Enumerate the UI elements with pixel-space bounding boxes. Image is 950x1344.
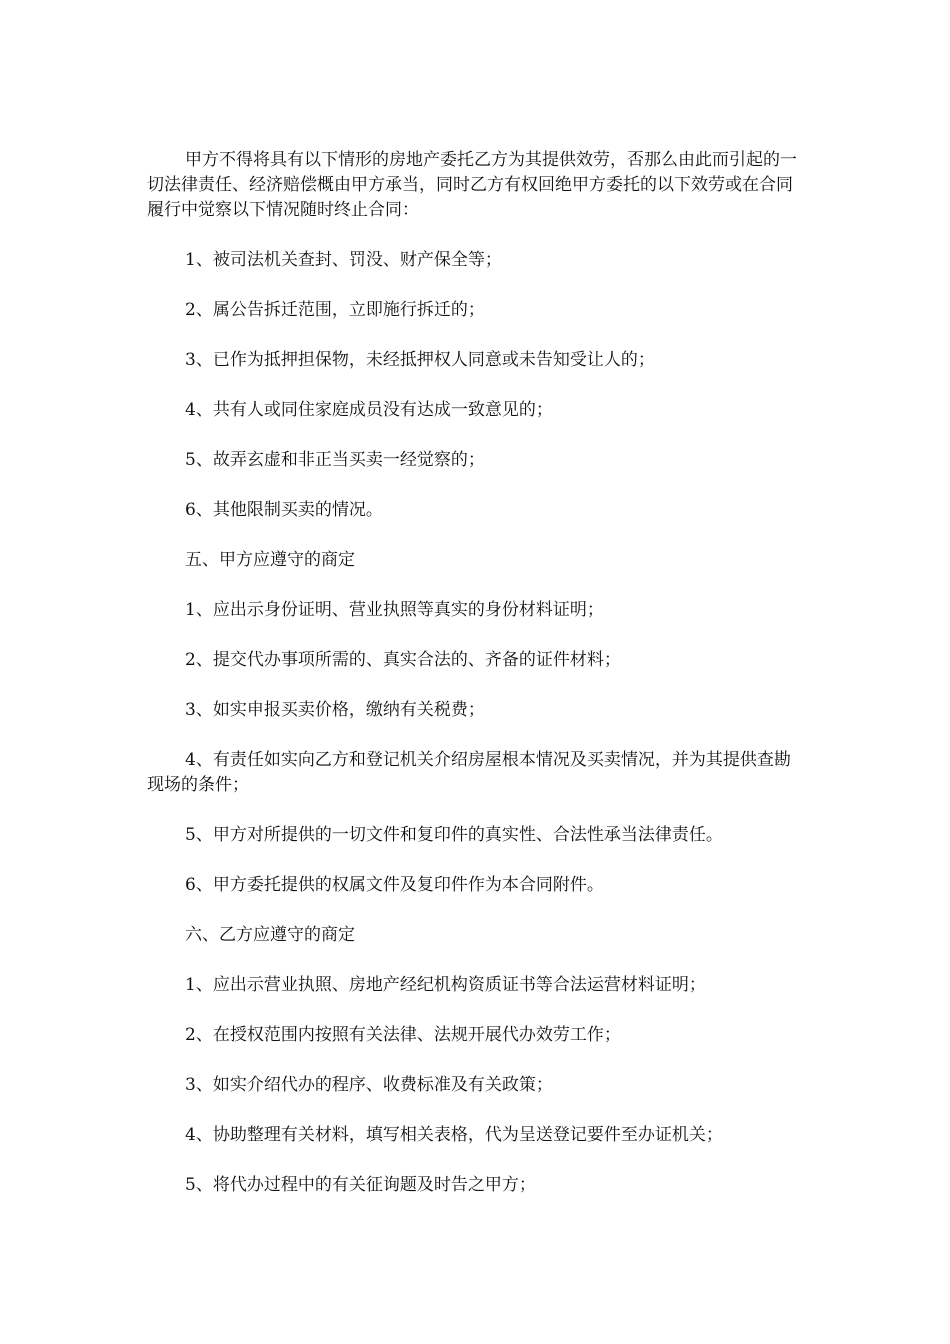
section-5-item-2: 2、提交代办事项所需的、真实合法的、齐备的证件材料； [185, 650, 621, 670]
restriction-item-5: 5、故弄玄虚和非正当买卖一经觉察的； [185, 450, 485, 470]
restriction-item-2: 2、属公告拆迁范围，立即施行拆迁的； [185, 300, 485, 320]
restriction-item-4: 4、共有人或同住家庭成员没有达成一致意见的； [185, 400, 553, 420]
section-5-item-6: 6、甲方委托提供的权属文件及复印件作为本合同附件。 [185, 875, 604, 895]
restriction-item-1: 1、被司法机关查封、罚没、财产保全等； [185, 250, 502, 270]
section-5-item-1: 1、应出示身份证明、营业执照等真实的身份材料证明； [185, 600, 604, 620]
restriction-item-6: 6、其他限制买卖的情况。 [185, 500, 383, 520]
intro-paragraph: 甲方不得将具有以下情形的房地产委托乙方为其提供效劳，否那么由此而引起的一切法律责任、经济赔偿概由甲方承当，同时乙方有权回绝甲方委托的以下效劳或在合同履行中觉察以下情况随时终止合同： [147, 150, 797, 220]
section-5-item-5: 5、甲方对所提供的一切文件和复印件的真实性、合法性承当法律责任。 [185, 825, 723, 845]
section-6-item-5: 5、将代办过程中的有关征询题及时告之甲方； [185, 1175, 536, 1195]
section-6-item-4: 4、协助整理有关材料，填写相关表格，代为呈送登记要件至办证机关； [185, 1125, 723, 1145]
section-5-item-4: 4、有责任如实向乙方和登记机关介绍房屋根本情况及买卖情况，并为其提供查勘现场的条件； [147, 750, 791, 795]
section-6-item-2: 2、在授权范围内按照有关法律、法规开展代办效劳工作； [185, 1025, 621, 1045]
document-page [147, 148, 802, 1198]
section-5-item-3: 3、如实申报买卖价格，缴纳有关税费； [185, 700, 485, 720]
restriction-item-3: 3、已作为抵押担保物，未经抵押权人同意或未告知受让人的； [185, 350, 655, 370]
section-6-heading: 六、乙方应遵守的商定 [185, 925, 355, 945]
section-6-item-3: 3、如实介绍代办的程序、收费标准及有关政策； [185, 1075, 553, 1095]
section-5-heading: 五、甲方应遵守的商定 [185, 550, 355, 570]
section-6-item-1: 1、应出示营业执照、房地产经纪机构资质证书等合法运营材料证明； [185, 975, 706, 995]
